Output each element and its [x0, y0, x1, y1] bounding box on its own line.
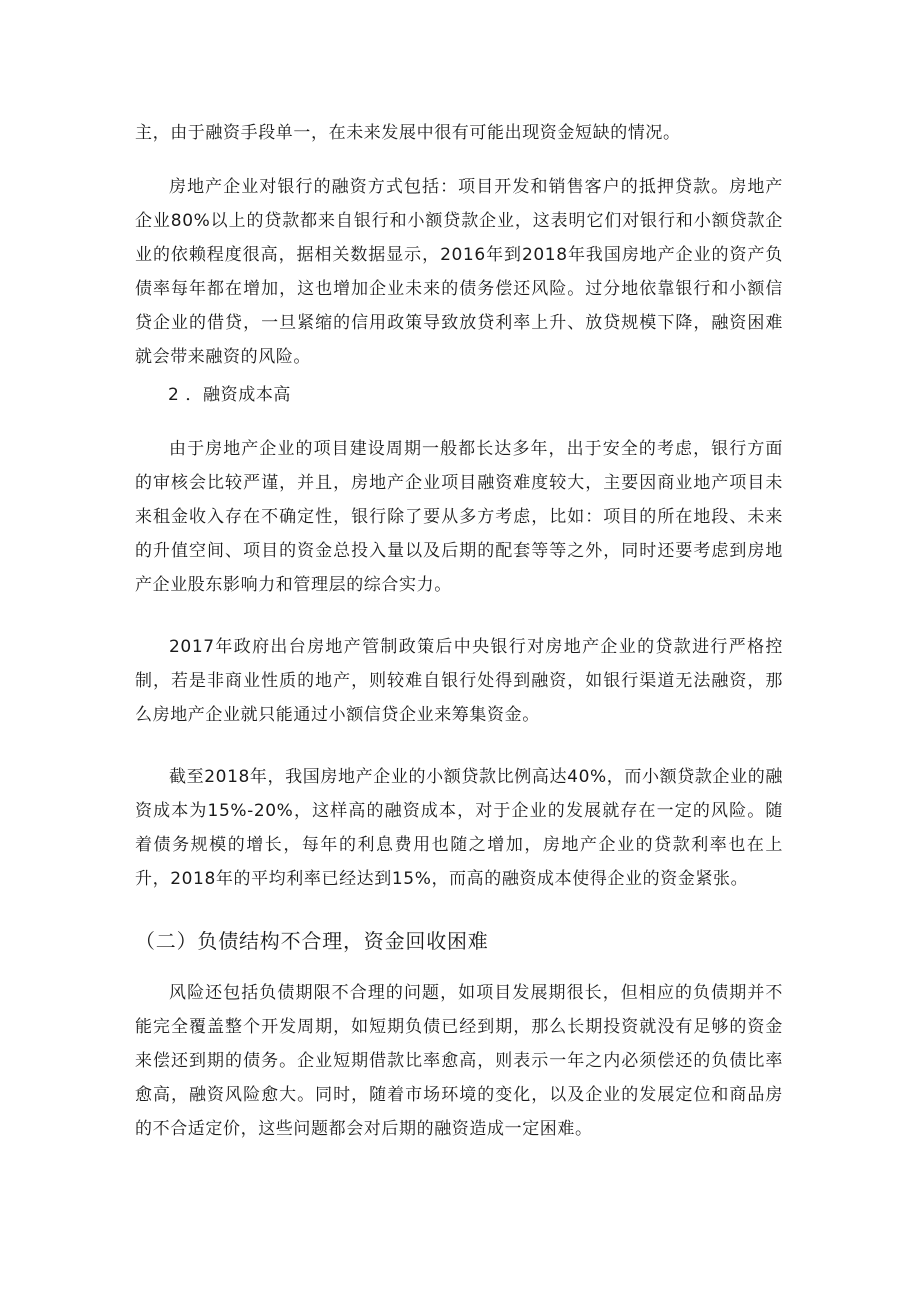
paragraph-funding-shortage: 主，由于融资手段单一，在未来发展中很有可能出现资金短缺的情况。: [135, 123, 681, 143]
subheading-financing-cost: 2 ．融资成本高: [168, 385, 292, 405]
paragraph-policy-control: 2017年政府出台房地产管制政策后中央银行对房地产企业的贷款进行严格控制，若是非商业性质的地产，则较难自银行处得到融资，如银行渠道无法融资，那么房地产企业就只能通过小额信贷企业来筹集资金。: [135, 637, 783, 725]
paragraph-debt-term-risk: 风险还包括负债期限不合理的问题，如项目发展期很长，但相应的负债期并不能完全覆盖整个开发周期，如短期负债已经到期，那么长期投资就没有足够的资金来偿还到期的债务。企业短期借款比率愈高，则表示一年之内必须偿还的负债比率愈高，融资风险愈大。同时，随着市场环境的变化，以及企业的发展定位和商品房的不合适定价，这些问题都会对后期的融资造成一定困难。: [135, 983, 783, 1139]
paragraph-bank-financing: 房地产企业对银行的融资方式包括：项目开发和销售客户的抵押贷款。房地产企业80%以上的贷款都来自银行和小额贷款企业，这表明它们对银行和小额贷款企业的依赖程度很高，据相关数据显示，2016年到2018年我国房地产企业的资产负债率每年都在增加，这也增加企业未来的债务偿还风险。过分地依靠银行和小额信贷企业的借贷，一旦紧缩的信用政策导致放贷利率上升、放贷规模下降，融资困难就会带来融资的风险。: [135, 177, 783, 367]
paragraph-interest-rate: 截至2018年，我国房地产企业的小额贷款比例高达40%，而小额贷款企业的融资成本为15%-20%，这样高的融资成本，对于企业的发展就存在一定的风险。随着债务规模的增长，每年的利息费用也随之增加，房地产企业的贷款利率也在上升，2018年的平均利率已经达到15%，而高的融资成本使得企业的资金紧张。: [135, 767, 783, 889]
section-heading-debt-structure: （二）负债结构不合理，资金回收困难: [135, 929, 489, 953]
paragraph-project-cycle: 由于房地产企业的项目建设周期一般都长达多年，出于安全的考虑，银行方面的审核会比较严谨，并且，房地产企业项目融资难度较大，主要因商业地产项目未来租金收入存在不确定性，银行除了要从多方考虑，比如：项目的所在地段、未来的升值空间、项目的资金总投入量以及后期的配套等等之外，同时还要考虑到房地产企业股东影响力和管理层的综合实力。: [135, 439, 783, 595]
